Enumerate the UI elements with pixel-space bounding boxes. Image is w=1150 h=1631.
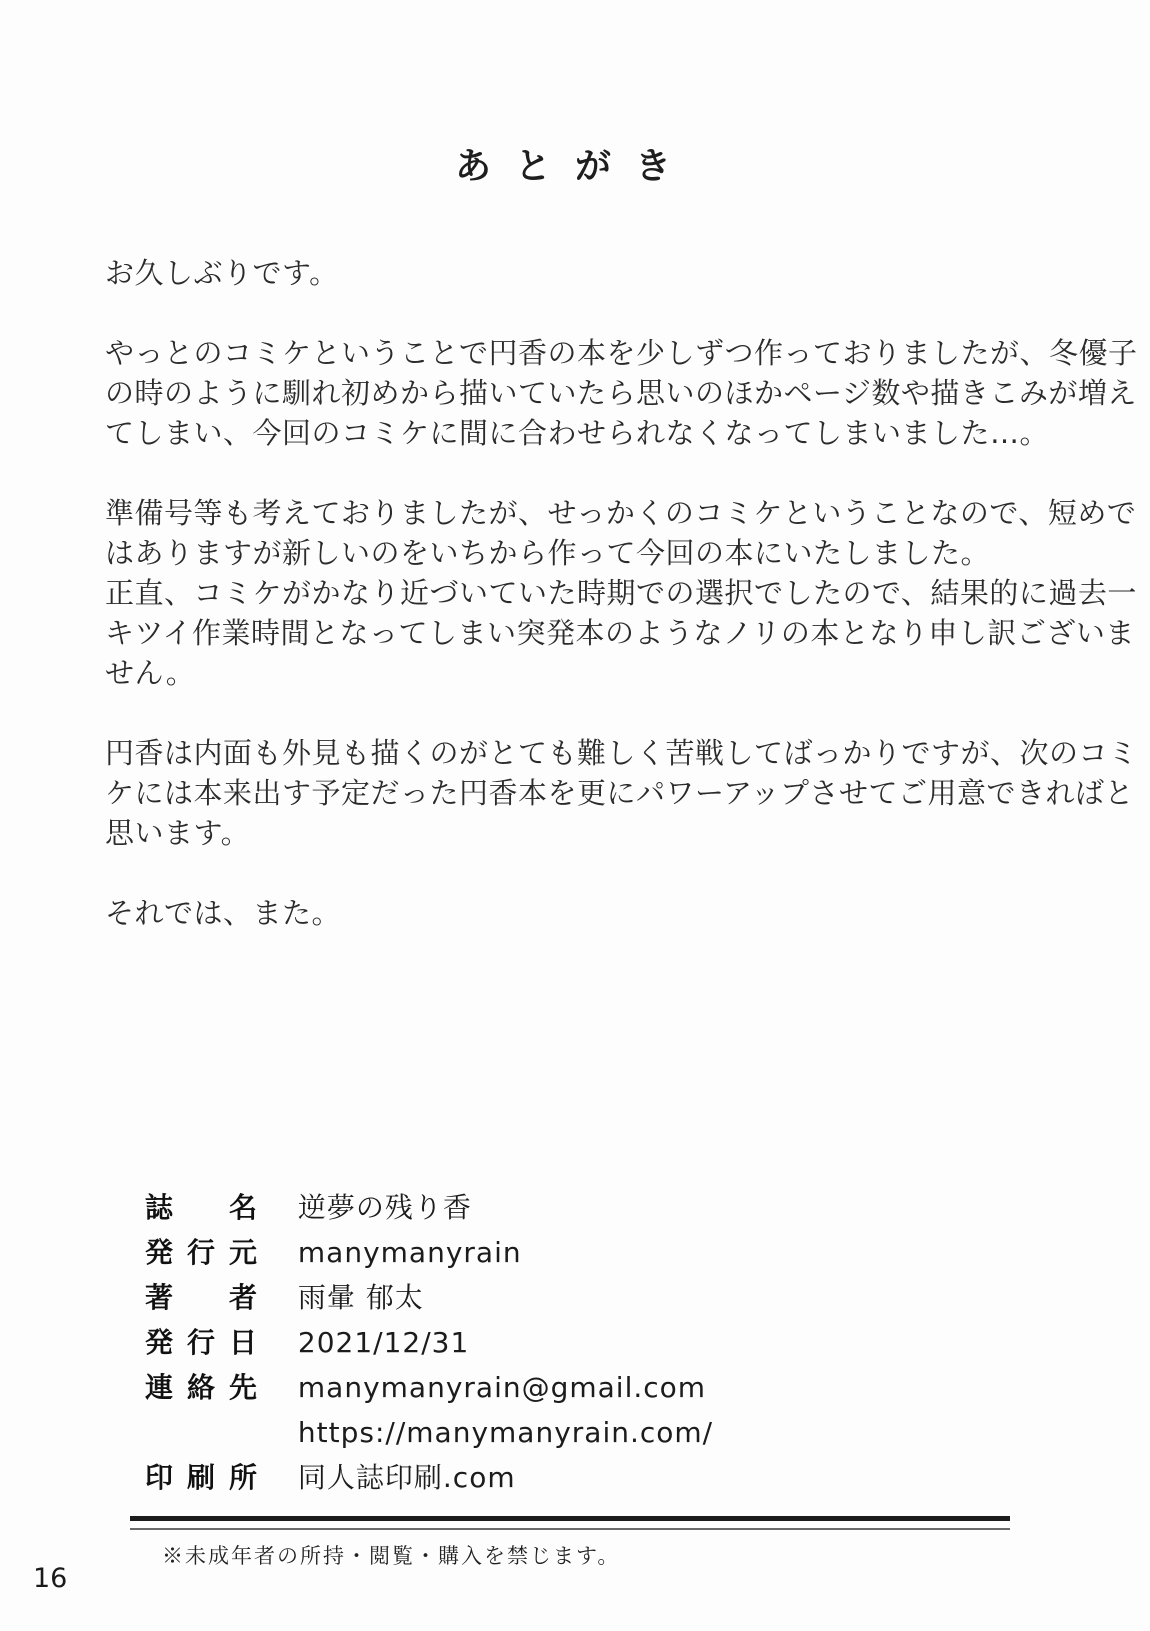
body-line: それでは、また。 [105, 896, 342, 930]
colophon-value: 雨暈 郁太 [297, 1281, 424, 1314]
body-line: 円香は内面も外見も描くのがとても難しく苦戦してばっかりですが、次のコミ [105, 736, 1138, 770]
paragraph-farewell [105, 893, 1055, 933]
colophon-label: 連絡先 [145, 1371, 257, 1404]
body-line: キツイ作業時間となってしまい突発本のようなノリの本となり申し訳ございま [105, 616, 1135, 650]
colophon-value: 同人誌印刷.com [297, 1461, 516, 1494]
body-line: 準備号等も考えておりましたが、せっかくのコミケということなので、短めで [105, 496, 1137, 530]
body-line: お久しぶりです。 [105, 256, 339, 290]
body-line: はありますが新しいのをいちから作って今回の本にいたしました。 [105, 536, 991, 570]
colophon-label: 発行元 [145, 1236, 257, 1269]
body-line: てしまい、今回のコミケに間に合わせられなくなってしまいました…。 [105, 416, 1050, 450]
divider-double-rule [130, 1516, 1010, 1530]
colophon [145, 1185, 1150, 1500]
colophon-label: 誌名 [145, 1191, 257, 1224]
paragraph-comiket-delay [105, 333, 1138, 453]
colophon-label: 発行日 [145, 1326, 257, 1359]
page-title: あとがき [454, 146, 695, 187]
colophon-label: 著者 [145, 1281, 257, 1314]
colophon-row-contact-email [145, 1365, 1150, 1410]
paragraph-next-comiket [105, 733, 1138, 853]
colophon-row-author [145, 1275, 1150, 1320]
body-line: 正直、コミケがかなり近づいていた時期での選択でしたので、結果的に過去一 [105, 576, 1137, 610]
colophon-row-date [145, 1320, 1150, 1365]
colophon-value: manymanyrain@gmail.com [297, 1371, 707, 1404]
colophon-value: manymanyrain [297, 1236, 522, 1269]
colophon-row-publisher [145, 1230, 1150, 1275]
colophon-value: 2021/12/31 [297, 1326, 470, 1359]
colophon-label: 印刷所 [145, 1461, 257, 1494]
body-line: ケには本来出す予定だった円香本を更にパワーアップさせてご用意できればと [105, 776, 1135, 810]
body-line: の時のように馴れ初めから描いていたら思いのほかページ数や描きこみが増え [105, 376, 1137, 410]
colophon-row-title [145, 1185, 1150, 1230]
body-line: せん。 [105, 656, 196, 690]
colophon-row-contact-url [145, 1410, 1150, 1455]
page-number: 16 [33, 1563, 68, 1594]
paragraph-greeting [105, 253, 1055, 293]
afterword-body [105, 253, 1138, 933]
colophon-value: https://manymanyrain.com/ [297, 1416, 714, 1449]
age-restriction-notice: ※未成年者の所持・閲覧・購入を禁じます。 [162, 1544, 621, 1568]
body-line: やっとのコミケということで円香の本を少しずつ作っておりましたが、冬優子 [105, 336, 1138, 370]
body-line: 思います。 [105, 816, 251, 850]
colophon-row-printer [145, 1455, 1150, 1500]
colophon-value: 逆夢の残り香 [297, 1191, 472, 1224]
paragraph-new-book [105, 493, 1137, 693]
